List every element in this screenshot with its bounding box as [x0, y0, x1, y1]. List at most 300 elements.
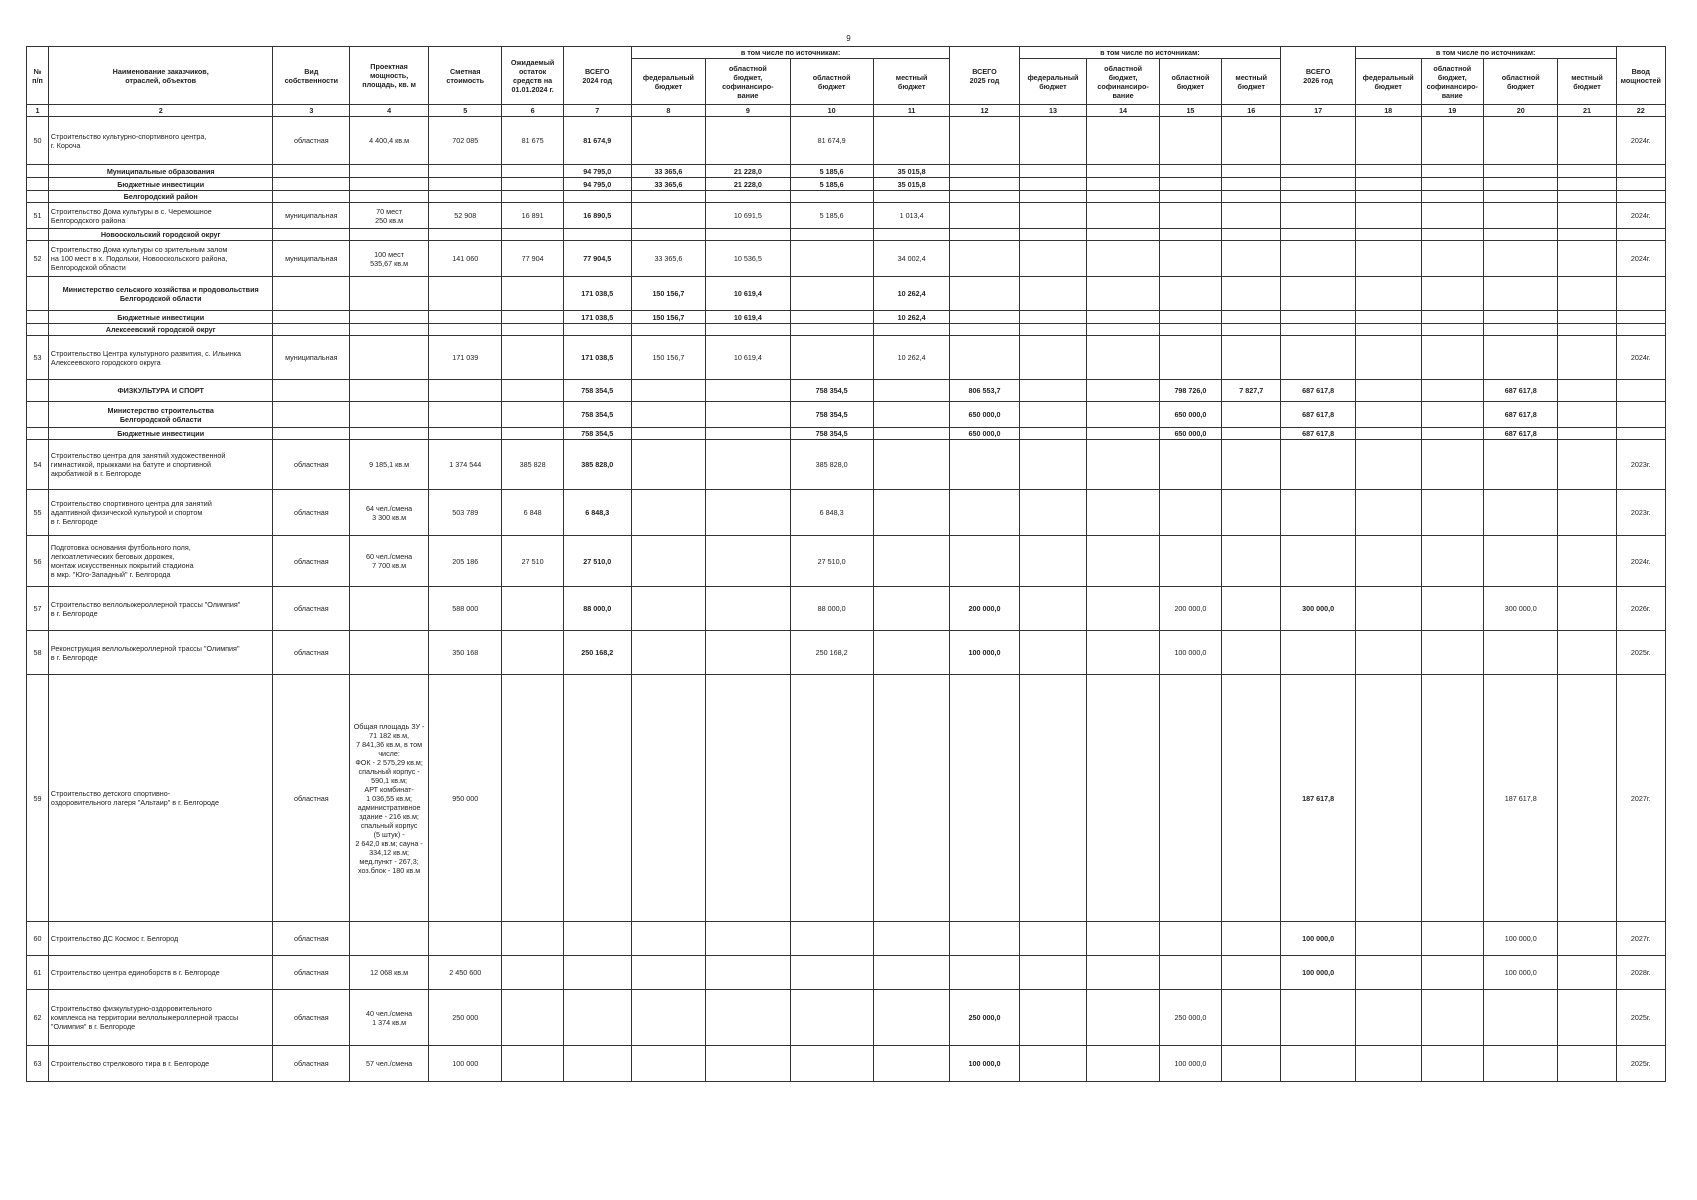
source-amount	[1222, 277, 1281, 311]
header-cost: Сметная стоимость	[429, 47, 502, 105]
source-amount	[1355, 956, 1421, 990]
year-total: 77 904,5	[563, 241, 631, 277]
header-cofin: областной бюджет, софинансиро- вание	[1087, 59, 1159, 105]
commissioning-year: 2024г.	[1616, 536, 1665, 587]
source-amount	[1421, 117, 1483, 165]
object-name: Строительство Центра культурного развития, с. Ильинка Алексеевского городского округа	[48, 336, 273, 380]
table-body	[27, 117, 1666, 1082]
source-amount	[1222, 165, 1281, 178]
ownership: областная	[273, 490, 350, 536]
year-total	[950, 178, 1019, 191]
year-total: 187 617,8	[1281, 675, 1355, 922]
table-row	[27, 956, 1666, 990]
source-amount	[1558, 1046, 1616, 1082]
ownership: областная	[273, 117, 350, 165]
ownership: муниципальная	[273, 203, 350, 229]
estimated-cost	[429, 191, 502, 203]
source-amount	[1558, 324, 1616, 336]
commissioning-year	[1616, 191, 1665, 203]
source-amount	[790, 675, 873, 922]
source-amount: 300 000,0	[1483, 587, 1557, 631]
source-amount: 100 000,0	[1483, 956, 1557, 990]
remaining-funds	[502, 402, 563, 428]
source-amount	[631, 956, 705, 990]
source-amount	[631, 490, 705, 536]
section-row	[27, 165, 1666, 178]
source-amount	[706, 631, 790, 675]
row-number: 62	[27, 990, 49, 1046]
source-amount	[1087, 229, 1159, 241]
source-amount	[1087, 380, 1159, 402]
remaining-funds	[502, 1046, 563, 1082]
object-name: Строительство спортивного центра для занятий адаптивной физической культурой и спортом в г. Белгороде	[48, 490, 273, 536]
commissioning-year: 2024г.	[1616, 336, 1665, 380]
capacity	[350, 336, 429, 380]
source-amount	[1019, 402, 1087, 428]
year-total	[1281, 241, 1355, 277]
source-amount	[1222, 490, 1281, 536]
year-total	[1281, 536, 1355, 587]
header-regional: областной бюджет	[1483, 59, 1557, 105]
year-total: 758 354,5	[563, 428, 631, 440]
source-amount	[1421, 380, 1483, 402]
source-amount	[1483, 241, 1557, 277]
year-total	[1281, 990, 1355, 1046]
source-amount	[1483, 311, 1557, 324]
year-total	[950, 922, 1019, 956]
year-total: 16 890,5	[563, 203, 631, 229]
table-row	[27, 336, 1666, 380]
source-amount	[1355, 922, 1421, 956]
year-total	[950, 440, 1019, 490]
source-amount	[1087, 311, 1159, 324]
source-amount	[1019, 191, 1087, 203]
source-amount	[1159, 440, 1221, 490]
source-amount	[1019, 311, 1087, 324]
source-amount	[1087, 922, 1159, 956]
source-amount	[1558, 117, 1616, 165]
ownership	[273, 380, 350, 402]
column-number: 7	[563, 105, 631, 117]
source-amount	[1159, 311, 1221, 324]
object-name: Реконструкция веллолыжероллерной трассы "Олимпия" в г. Белгороде	[48, 631, 273, 675]
year-total	[1281, 203, 1355, 229]
source-amount	[1019, 277, 1087, 311]
commissioning-year	[1616, 229, 1665, 241]
commissioning-year: 2028г.	[1616, 956, 1665, 990]
source-amount	[1159, 117, 1221, 165]
ownership	[273, 191, 350, 203]
row-number	[27, 380, 49, 402]
source-amount	[1087, 402, 1159, 428]
source-amount	[1421, 229, 1483, 241]
source-amount	[1087, 203, 1159, 229]
column-number: 14	[1087, 105, 1159, 117]
table-row	[27, 922, 1666, 956]
source-amount	[631, 117, 705, 165]
year-total: 650 000,0	[950, 402, 1019, 428]
column-number: 6	[502, 105, 563, 117]
source-amount	[1222, 428, 1281, 440]
source-amount: 81 674,9	[790, 117, 873, 165]
row-number: 56	[27, 536, 49, 587]
year-total: 687 617,8	[1281, 380, 1355, 402]
source-amount	[1087, 440, 1159, 490]
remaining-funds	[502, 956, 563, 990]
source-amount	[1355, 631, 1421, 675]
capacity	[350, 587, 429, 631]
source-amount	[706, 440, 790, 490]
source-amount: 150 156,7	[631, 277, 705, 311]
year-total	[1281, 178, 1355, 191]
source-amount	[706, 117, 790, 165]
object-name: Строительство Дома культуры в с. Черемошное Белгородского района	[48, 203, 273, 229]
estimated-cost: 2 450 600	[429, 956, 502, 990]
source-amount	[1558, 165, 1616, 178]
source-amount: 650 000,0	[1159, 402, 1221, 428]
year-total: 250 168,2	[563, 631, 631, 675]
source-amount	[1355, 440, 1421, 490]
commissioning-year: 2026г.	[1616, 587, 1665, 631]
header-local: местный бюджет	[1222, 59, 1281, 105]
table-row	[27, 1046, 1666, 1082]
estimated-cost	[429, 311, 502, 324]
table-row	[27, 536, 1666, 587]
source-amount	[1483, 277, 1557, 311]
year-total: 200 000,0	[950, 587, 1019, 631]
source-amount: 21 228,0	[706, 178, 790, 191]
source-amount: 758 354,5	[790, 402, 873, 428]
ownership	[273, 402, 350, 428]
header-total-2024: ВСЕГО 2024 год	[563, 47, 631, 105]
source-amount: 10 262,4	[873, 336, 950, 380]
source-amount	[1483, 324, 1557, 336]
source-amount: 21 228,0	[706, 165, 790, 178]
source-amount	[1355, 1046, 1421, 1082]
source-amount	[1159, 229, 1221, 241]
source-amount	[1483, 631, 1557, 675]
source-amount: 88 000,0	[790, 587, 873, 631]
source-amount	[1355, 178, 1421, 191]
source-amount	[1421, 675, 1483, 922]
source-amount	[873, 380, 950, 402]
commissioning-year: 2027г.	[1616, 675, 1665, 922]
source-amount	[1483, 336, 1557, 380]
capacity	[350, 191, 429, 203]
year-total: 100 000,0	[950, 1046, 1019, 1082]
remaining-funds	[502, 922, 563, 956]
year-total	[950, 229, 1019, 241]
header-commissioning: Ввод мощностей	[1616, 47, 1665, 105]
commissioning-year	[1616, 311, 1665, 324]
year-total	[1281, 490, 1355, 536]
column-number: 13	[1019, 105, 1087, 117]
year-total	[950, 956, 1019, 990]
source-amount	[873, 117, 950, 165]
remaining-funds	[502, 165, 563, 178]
header-total-2025: ВСЕГО 2025 год	[950, 47, 1019, 105]
source-amount	[1222, 229, 1281, 241]
source-amount: 758 354,5	[790, 428, 873, 440]
source-amount	[1159, 277, 1221, 311]
source-amount: 100 000,0	[1159, 631, 1221, 675]
capacity	[350, 324, 429, 336]
header-regional: областной бюджет	[790, 59, 873, 105]
ownership	[273, 311, 350, 324]
source-amount	[873, 675, 950, 922]
estimated-cost	[429, 178, 502, 191]
column-number: 2	[48, 105, 273, 117]
year-total	[1281, 117, 1355, 165]
year-total	[563, 956, 631, 990]
table-row	[27, 203, 1666, 229]
object-name: Муниципальные образования	[48, 165, 273, 178]
ownership: областная	[273, 631, 350, 675]
column-number: 22	[1616, 105, 1665, 117]
source-amount	[1222, 191, 1281, 203]
header-remaining: Ожидаемый остаток средств на 01.01.2024 г.	[502, 47, 563, 105]
source-amount: 35 015,8	[873, 178, 950, 191]
source-amount	[631, 203, 705, 229]
object-name: Белгородский район	[48, 191, 273, 203]
source-amount	[1159, 191, 1221, 203]
source-amount	[1355, 490, 1421, 536]
source-amount	[1222, 631, 1281, 675]
capacity: 100 мест 535,67 кв.м	[350, 241, 429, 277]
source-amount	[1421, 311, 1483, 324]
capacity	[350, 311, 429, 324]
year-total	[950, 191, 1019, 203]
year-total: 171 038,5	[563, 277, 631, 311]
year-total	[1281, 165, 1355, 178]
column-number: 8	[631, 105, 705, 117]
year-total: 171 038,5	[563, 336, 631, 380]
source-amount	[1159, 536, 1221, 587]
source-amount	[1355, 675, 1421, 922]
section-row	[27, 178, 1666, 191]
source-amount: 758 354,5	[790, 380, 873, 402]
commissioning-year: 2023г.	[1616, 440, 1665, 490]
column-number: 4	[350, 105, 429, 117]
column-number: 15	[1159, 105, 1221, 117]
source-amount	[1483, 117, 1557, 165]
source-amount	[1421, 536, 1483, 587]
column-number: 19	[1421, 105, 1483, 117]
source-amount	[1159, 178, 1221, 191]
year-total: 385 828,0	[563, 440, 631, 490]
source-amount	[631, 631, 705, 675]
estimated-cost: 588 000	[429, 587, 502, 631]
estimated-cost: 1 374 544	[429, 440, 502, 490]
source-amount: 150 156,7	[631, 336, 705, 380]
source-amount	[1019, 117, 1087, 165]
object-name: Строительство стрелкового тира в г. Белгороде	[48, 1046, 273, 1082]
year-total	[950, 165, 1019, 178]
column-number: 16	[1222, 105, 1281, 117]
source-amount	[873, 587, 950, 631]
commissioning-year: 2027г.	[1616, 922, 1665, 956]
remaining-funds	[502, 311, 563, 324]
source-amount	[706, 587, 790, 631]
source-amount	[1019, 241, 1087, 277]
source-amount	[1421, 165, 1483, 178]
source-amount	[1019, 631, 1087, 675]
year-total	[950, 324, 1019, 336]
source-amount	[1355, 402, 1421, 428]
header-cofin: областной бюджет, софинансиро- вание	[706, 59, 790, 105]
column-number: 5	[429, 105, 502, 117]
year-total: 806 553,7	[950, 380, 1019, 402]
source-amount	[790, 241, 873, 277]
source-amount	[706, 191, 790, 203]
estimated-cost	[429, 277, 502, 311]
source-amount	[1483, 490, 1557, 536]
row-number: 61	[27, 956, 49, 990]
year-total: 758 354,5	[563, 402, 631, 428]
source-amount	[1558, 536, 1616, 587]
source-amount	[706, 380, 790, 402]
source-amount	[1222, 203, 1281, 229]
source-amount	[1558, 587, 1616, 631]
year-total	[950, 336, 1019, 380]
column-number: 21	[1558, 105, 1616, 117]
source-amount	[631, 675, 705, 922]
source-amount	[706, 675, 790, 922]
row-number: 57	[27, 587, 49, 631]
commissioning-year	[1616, 324, 1665, 336]
capacity	[350, 428, 429, 440]
column-number: 17	[1281, 105, 1355, 117]
source-amount	[873, 229, 950, 241]
row-number	[27, 277, 49, 311]
remaining-funds	[502, 675, 563, 922]
source-amount	[1558, 191, 1616, 203]
source-amount	[1019, 324, 1087, 336]
source-amount	[631, 990, 705, 1046]
header-sources-2024: в том числе по источникам:	[631, 47, 950, 59]
source-amount	[790, 277, 873, 311]
source-amount	[1019, 428, 1087, 440]
estimated-cost	[429, 380, 502, 402]
source-amount	[1222, 402, 1281, 428]
source-amount	[790, 324, 873, 336]
capacity: 70 мест 250 кв.м	[350, 203, 429, 229]
source-amount	[1421, 277, 1483, 311]
year-total	[1281, 277, 1355, 311]
object-name: Строительство культурно-спортивного центра, г. Короча	[48, 117, 273, 165]
ownership: областная	[273, 922, 350, 956]
ownership: областная	[273, 1046, 350, 1082]
source-amount	[631, 380, 705, 402]
source-amount	[1159, 336, 1221, 380]
estimated-cost: 171 039	[429, 336, 502, 380]
source-amount: 5 185,6	[790, 203, 873, 229]
year-total	[950, 241, 1019, 277]
year-total	[563, 675, 631, 922]
source-amount	[706, 229, 790, 241]
source-amount	[631, 1046, 705, 1082]
source-amount	[1421, 1046, 1483, 1082]
source-amount	[1558, 956, 1616, 990]
source-amount	[1558, 440, 1616, 490]
source-amount: 100 000,0	[1159, 1046, 1221, 1082]
year-total: 94 795,0	[563, 178, 631, 191]
object-name: Строительство ДС Космос г. Белгород	[48, 922, 273, 956]
object-name: Министерство строительства Белгородской области	[48, 402, 273, 428]
year-total	[563, 191, 631, 203]
commissioning-year: 2024г.	[1616, 241, 1665, 277]
object-name: Бюджетные инвестиции	[48, 178, 273, 191]
source-amount: 10 619,4	[706, 277, 790, 311]
source-amount	[1483, 990, 1557, 1046]
remaining-funds: 16 891	[502, 203, 563, 229]
row-number: 54	[27, 440, 49, 490]
commissioning-year	[1616, 428, 1665, 440]
source-amount	[706, 922, 790, 956]
source-amount	[1421, 956, 1483, 990]
source-amount: 250 168,2	[790, 631, 873, 675]
source-amount	[1355, 203, 1421, 229]
source-amount	[1222, 440, 1281, 490]
source-amount	[1355, 229, 1421, 241]
header-local: местный бюджет	[873, 59, 950, 105]
remaining-funds	[502, 428, 563, 440]
source-amount	[1483, 203, 1557, 229]
source-amount	[1087, 536, 1159, 587]
source-amount	[1222, 922, 1281, 956]
source-amount	[790, 229, 873, 241]
source-amount	[631, 191, 705, 203]
column-number: 10	[790, 105, 873, 117]
source-amount	[631, 428, 705, 440]
ownership	[273, 229, 350, 241]
row-number: 51	[27, 203, 49, 229]
capacity	[350, 165, 429, 178]
capacity: 12 068 кв.м	[350, 956, 429, 990]
source-amount	[1159, 165, 1221, 178]
source-amount	[1355, 990, 1421, 1046]
source-amount	[1159, 324, 1221, 336]
estimated-cost: 52 908	[429, 203, 502, 229]
source-amount	[1222, 336, 1281, 380]
year-total: 687 617,8	[1281, 428, 1355, 440]
year-total: 100 000,0	[950, 631, 1019, 675]
source-amount	[873, 490, 950, 536]
section-row	[27, 191, 1666, 203]
source-amount: 687 617,8	[1483, 402, 1557, 428]
object-name: Бюджетные инвестиции	[48, 311, 273, 324]
source-amount	[1558, 336, 1616, 380]
section-row	[27, 229, 1666, 241]
source-amount: 10 262,4	[873, 311, 950, 324]
ownership: областная	[273, 536, 350, 587]
source-amount	[631, 440, 705, 490]
source-amount	[1558, 428, 1616, 440]
source-amount	[790, 191, 873, 203]
source-amount: 33 365,6	[631, 241, 705, 277]
object-name: Строительство физкультурно-оздоровительного комплекса на территории веллолыжероллерной трассы "Олимпия" в г. Белгороде	[48, 990, 273, 1046]
year-total: 300 000,0	[1281, 587, 1355, 631]
column-number: 9	[706, 105, 790, 117]
source-amount	[706, 490, 790, 536]
year-total: 100 000,0	[1281, 922, 1355, 956]
estimated-cost	[429, 428, 502, 440]
capacity	[350, 380, 429, 402]
table-row	[27, 587, 1666, 631]
source-amount	[631, 324, 705, 336]
source-amount	[1355, 428, 1421, 440]
estimated-cost: 503 789	[429, 490, 502, 536]
